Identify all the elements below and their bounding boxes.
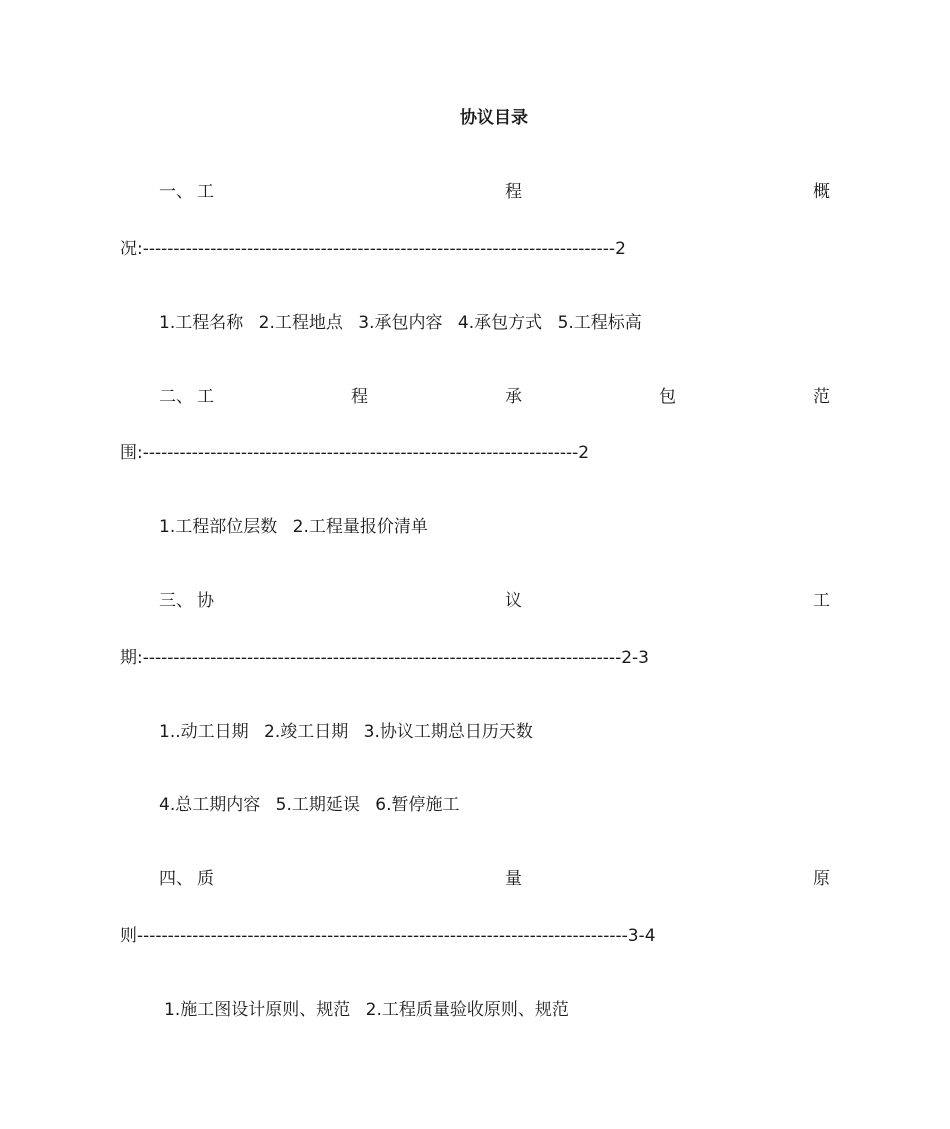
- document-title: 协议目录: [460, 108, 528, 128]
- section-2-number: 二、: [159, 387, 193, 407]
- section-4-leader-line: [120, 924, 656, 948]
- section-3-item: 6.暂停施工: [375, 795, 460, 815]
- section-3-char-3: 工: [813, 591, 830, 611]
- section-1-number: 一、: [159, 182, 193, 202]
- section-3-item: 2.竣工日期: [264, 722, 349, 742]
- section-4-item: 1.施工图设计原则、规范: [164, 1000, 351, 1020]
- section-3-items-line-1: [159, 720, 533, 744]
- section-3-char-2: 议: [505, 591, 522, 611]
- section-3-tail-char: 期: [120, 648, 137, 668]
- section-1-leader: :-----------------------------------------------------------------------------2: [137, 239, 626, 259]
- section-4-item: 2.工程质量验收原则、规范: [365, 1000, 569, 1020]
- section-1-item: 2.工程地点: [258, 313, 343, 333]
- section-4-number: 四、: [159, 869, 193, 889]
- section-2-leader: :-----------------------------------------------------------------------2: [137, 443, 590, 463]
- section-2-item: 1.工程部位层数: [159, 517, 278, 537]
- section-2-leader-line: [120, 441, 589, 465]
- section-1-item: 1.工程名称: [159, 313, 244, 333]
- section-3-item: 3.协议工期总日历天数: [363, 722, 533, 742]
- section-3-item: 4.总工期内容: [159, 795, 261, 815]
- section-1-item: 5.工程标高: [557, 313, 642, 333]
- section-3-item: 5.工期延误: [275, 795, 360, 815]
- section-2-char-2: 程: [351, 387, 368, 407]
- section-4-char-3: 原: [813, 869, 830, 889]
- section-1-char-1: 工: [197, 182, 214, 202]
- section-3-leader: :------------------------------------------------------------------------------2-3: [137, 648, 649, 668]
- section-4-tail-char: 则: [120, 926, 137, 946]
- section-2-items: [159, 515, 428, 539]
- section-2-item: 2.工程量报价清单: [292, 517, 428, 537]
- section-1-char-3: 概: [813, 182, 830, 202]
- section-1-leader-line: [120, 237, 626, 261]
- section-1-tail-char: 况: [120, 239, 137, 259]
- section-3-item: 1..动工日期: [159, 722, 249, 742]
- section-2-char-1: 工: [197, 387, 214, 407]
- section-1-item: 3.承包内容: [358, 313, 443, 333]
- section-4-char-1: 质: [197, 869, 214, 889]
- section-2-char-5: 范: [813, 387, 830, 407]
- section-2-char-4: 包: [659, 387, 676, 407]
- section-4-char-2: 量: [505, 869, 522, 889]
- section-3-heading: [159, 589, 830, 613]
- section-1-item: 4.承包方式: [457, 313, 543, 333]
- section-4-heading: [159, 867, 830, 891]
- section-3-char-1: 协: [197, 591, 214, 611]
- section-2-char-3: 承: [505, 387, 522, 407]
- section-3-items-line-2: [159, 793, 460, 817]
- section-2-heading: [159, 385, 830, 409]
- section-3-leader-line: [120, 646, 649, 670]
- section-1-items: [159, 311, 642, 335]
- section-4-items: [164, 998, 569, 1022]
- section-4-leader: --------------------------------------------------------------------------------3-4: [137, 926, 656, 946]
- section-1-char-2: 程: [505, 182, 522, 202]
- section-3-number: 三、: [159, 591, 193, 611]
- section-2-tail-char: 围: [120, 443, 137, 463]
- section-1-heading: [159, 180, 830, 204]
